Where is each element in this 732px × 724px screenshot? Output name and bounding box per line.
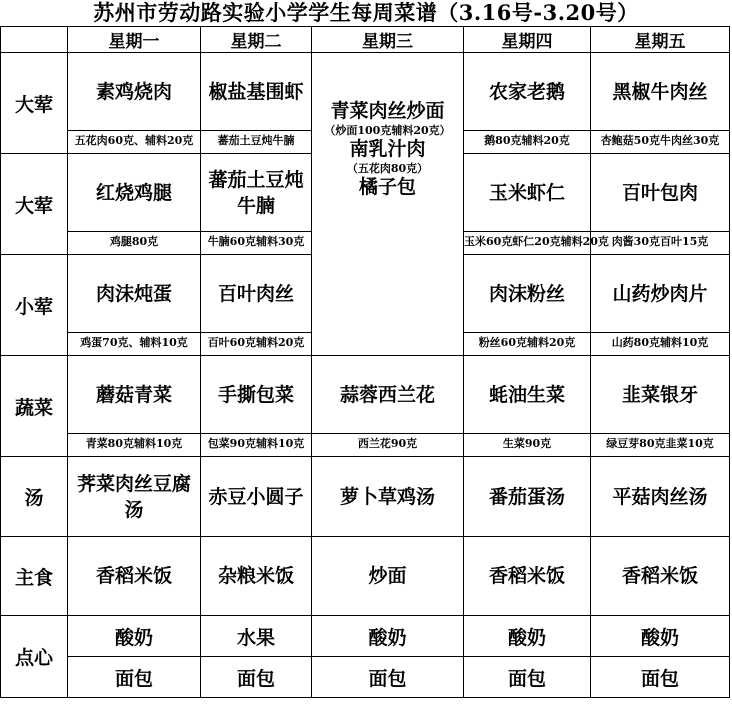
staple-tuesday: 杂粮米饭 bbox=[201, 537, 312, 616]
dish-veg-tuesday: 手撕包菜 bbox=[201, 356, 312, 434]
dish-veg-monday: 蘑菇青菜 bbox=[68, 356, 201, 434]
detail-cell bbox=[68, 333, 201, 356]
soup-monday: 荠菜肉丝豆腐汤 bbox=[68, 457, 201, 537]
detail-main1-tuesday: 蕃茄土豆炖牛腩 bbox=[217, 134, 295, 147]
dish-main1-monday: 素鸡烧肉 bbox=[68, 53, 201, 131]
category-snack: 点心 bbox=[1, 616, 68, 698]
soup-tuesday: 赤豆小圆子 bbox=[201, 457, 312, 537]
detail-veg-thursday: 生菜90克 bbox=[502, 437, 552, 450]
detail-cell bbox=[201, 333, 312, 356]
category-main-dish-2: 大荤 bbox=[1, 154, 68, 255]
detail-cell bbox=[591, 232, 730, 255]
detail-main2-monday: 鸡腿80克 bbox=[109, 235, 159, 248]
table-row bbox=[1, 356, 730, 434]
category-vegetable: 蔬菜 bbox=[1, 356, 68, 457]
wed-dish-3: 橘子包 bbox=[358, 175, 416, 198]
dish-main1-tuesday: 椒盐基围虾 bbox=[201, 53, 312, 131]
detail-main2-tuesday: 牛腩60克辅料30克 bbox=[207, 235, 305, 248]
detail-minor-thursday: 粉丝60克辅料20克 bbox=[478, 336, 576, 349]
detail-cell bbox=[591, 333, 730, 356]
detail-veg-friday: 绿豆芽80克韭菜10克 bbox=[606, 437, 714, 450]
detail-cell bbox=[201, 131, 312, 154]
dish-main2-tuesday: 蕃茄土豆炖牛腩 bbox=[201, 154, 312, 232]
header-day-monday: 星期一 bbox=[68, 27, 201, 53]
detail-main1-thursday: 鹅80克辅料20克 bbox=[484, 134, 570, 147]
dish-main1-friday: 黑椒牛肉丝 bbox=[591, 53, 730, 131]
wednesday-merged-cell bbox=[312, 53, 464, 356]
staple-monday: 香稻米饭 bbox=[68, 537, 201, 616]
table-row bbox=[1, 657, 730, 698]
wed-dish-1: 青菜肉丝炒面 bbox=[330, 99, 445, 122]
staple-thursday: 香稻米饭 bbox=[464, 537, 591, 616]
category-minor-meat: 小荤 bbox=[1, 255, 68, 356]
snack-top-monday: 酸奶 bbox=[68, 616, 201, 657]
snack-bottom-tuesday: 面包 bbox=[201, 657, 312, 698]
detail-cell bbox=[312, 434, 464, 457]
dish-minor-tuesday: 百叶肉丝 bbox=[201, 255, 312, 333]
soup-wednesday: 萝卜草鸡汤 bbox=[312, 457, 464, 537]
dish-minor-monday: 肉沫炖蛋 bbox=[68, 255, 201, 333]
snack-bottom-wednesday: 面包 bbox=[312, 657, 464, 698]
category-soup: 汤 bbox=[1, 457, 68, 537]
detail-minor-monday: 鸡蛋70克、辅料10克 bbox=[80, 336, 188, 349]
category-staple: 主食 bbox=[1, 537, 68, 616]
detail-main1-friday: 杏鲍菇50克牛肉丝30克 bbox=[600, 134, 720, 147]
dish-main1-thursday: 农家老鹅 bbox=[464, 53, 591, 131]
detail-cell bbox=[68, 434, 201, 457]
detail-main1-monday: 五花肉60克、辅料20克 bbox=[74, 134, 194, 147]
detail-cell bbox=[464, 333, 591, 356]
table-row bbox=[1, 537, 730, 616]
detail-minor-tuesday: 百叶60克辅料20克 bbox=[207, 336, 305, 349]
header-day-thursday: 星期四 bbox=[464, 27, 591, 53]
snack-bottom-thursday: 面包 bbox=[464, 657, 591, 698]
snack-bottom-friday: 面包 bbox=[591, 657, 730, 698]
detail-cell bbox=[464, 232, 609, 255]
detail-cell bbox=[591, 131, 730, 154]
detail-veg-monday: 青菜80克辅料10克 bbox=[85, 437, 183, 450]
detail-cell bbox=[201, 434, 312, 457]
header-corner bbox=[1, 27, 68, 53]
detail-cell bbox=[464, 434, 591, 457]
detail-main2-friday: 肉酱30克百叶15克 bbox=[611, 235, 709, 248]
dish-minor-friday: 山药炒肉片 bbox=[591, 255, 730, 333]
wed-dish-2-detail: （五花肉80克） bbox=[346, 161, 429, 175]
soup-friday: 平菇肉丝汤 bbox=[591, 457, 730, 537]
header-day-friday: 星期五 bbox=[591, 27, 730, 53]
detail-main2-thursday: 玉米60克虾仁20克辅料20克 bbox=[464, 235, 609, 248]
detail-cell bbox=[68, 232, 201, 255]
dish-veg-thursday: 蚝油生菜 bbox=[464, 356, 591, 434]
detail-cell bbox=[68, 131, 201, 154]
table-row bbox=[1, 434, 730, 457]
soup-thursday: 番茄蛋汤 bbox=[464, 457, 591, 537]
dish-minor-thursday: 肉沫粉丝 bbox=[464, 255, 591, 333]
dish-main2-monday: 红烧鸡腿 bbox=[68, 154, 201, 232]
snack-top-wednesday: 酸奶 bbox=[312, 616, 464, 657]
detail-cell bbox=[591, 434, 730, 457]
wed-dish-2: 南乳汁肉 bbox=[349, 137, 426, 160]
table-row bbox=[1, 53, 730, 131]
table-row bbox=[1, 457, 730, 537]
category-main-dish-1: 大荤 bbox=[1, 53, 68, 154]
staple-wednesday: 炒面 bbox=[312, 537, 464, 616]
snack-top-thursday: 酸奶 bbox=[464, 616, 591, 657]
header-day-tuesday: 星期二 bbox=[201, 27, 312, 53]
wed-dish-1-detail: （炒面100克辅料20克） bbox=[324, 123, 451, 137]
table-header-row bbox=[1, 27, 730, 53]
dish-veg-wednesday: 蒜蓉西兰花 bbox=[312, 356, 464, 434]
detail-cell bbox=[464, 131, 591, 154]
staple-friday: 香稻米饭 bbox=[591, 537, 730, 616]
page-title: 苏州市劳动路实验小学学生每周菜谱（3.16号-3.20号） bbox=[93, 0, 639, 25]
header-day-wednesday: 星期三 bbox=[312, 27, 464, 53]
snack-top-friday: 酸奶 bbox=[591, 616, 730, 657]
detail-cell bbox=[201, 232, 312, 255]
detail-minor-friday: 山药80克辅料10克 bbox=[611, 336, 709, 349]
snack-top-tuesday: 水果 bbox=[201, 616, 312, 657]
dish-main2-friday: 百叶包肉 bbox=[591, 154, 730, 232]
table-row bbox=[1, 616, 730, 657]
snack-bottom-monday: 面包 bbox=[68, 657, 201, 698]
weekly-menu-table bbox=[0, 26, 730, 698]
detail-veg-tuesday: 包菜90克辅料10克 bbox=[207, 437, 305, 450]
detail-veg-wednesday: 西兰花90克 bbox=[357, 437, 418, 450]
dish-veg-friday: 韭菜银牙 bbox=[591, 356, 730, 434]
dish-main2-thursday: 玉米虾仁 bbox=[464, 154, 591, 232]
